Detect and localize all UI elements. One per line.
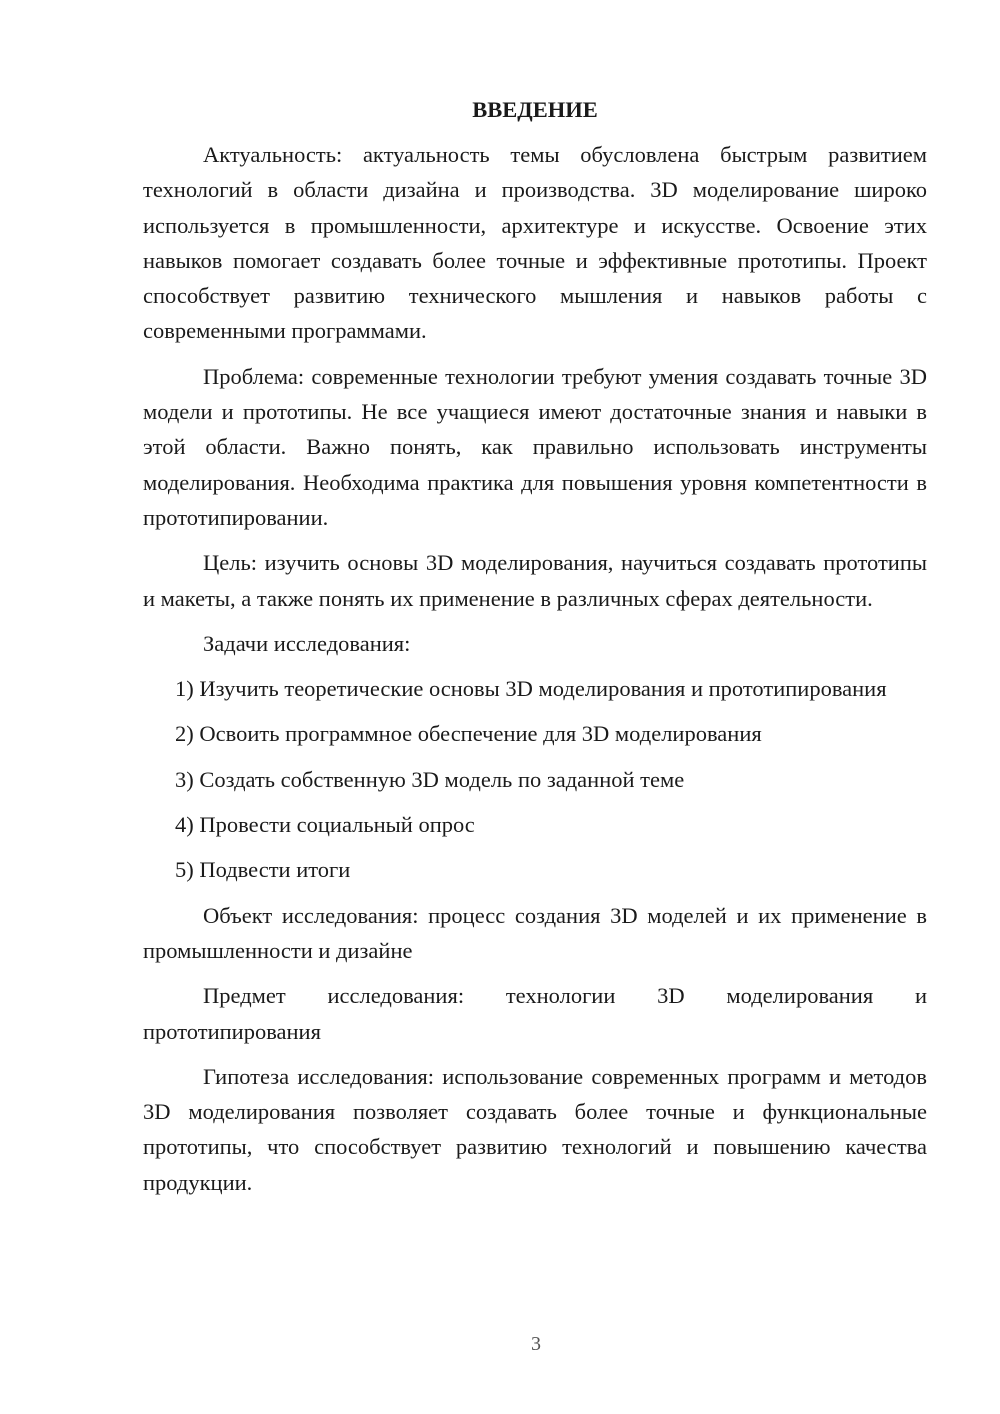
task-item-3: 3) Создать собственную 3D модель по заданной теме [175, 766, 685, 792]
problem-paragraph: Проблема: современные технологии требуют умения создавать точные 3D модели и прототипы. Не все учащиеся имеют достаточные знания и навыки в этой области. Важно понять, как правильно использовать инструменты моделирования. Необходима практика для повышения уровня компетентности в прототипировании. [143, 363, 927, 530]
relevance-paragraph: Актуальность: актуальность темы обусловлена быстрым развитием технологий в области дизайна и производства. 3D моделирование широко используется в промышленности, архитектуре и искусстве. Освоение этих навыков помогает создавать более точные и эффективные прототипы. Проект способствует развитию технического мышления и навыков работы с современными программами. [143, 142, 927, 344]
object-paragraph: Объект исследования: процесс создания 3D моделей и их применение в промышленности и дизайне [143, 902, 927, 963]
goal-paragraph: Цель: изучить основы 3D моделирования, научиться создавать прототипы и макеты, а также понять их применение в различных сферах деятельности. [143, 550, 927, 611]
hypothesis-paragraph: Гипотеза исследования: использование современных программ и методов 3D моделирования позволяет создавать более точные и функциональные прототипы, что способствует развитию технологий и повышению качества продукции. [143, 1063, 927, 1195]
page-content [143, 92, 927, 1210]
subject-paragraph: Предмет исследования: технологии 3D моделирования и прототипирования [143, 983, 927, 1044]
tasks-heading: Задачи исследования: [203, 630, 411, 656]
page-title: ВВЕДЕНИЕ [472, 97, 598, 122]
page-number: 3 [531, 1333, 541, 1355]
task-item-1: 1) Изучить теоретические основы 3D моделирования и прототипирования [175, 676, 887, 702]
task-item-5: 5) Подвести итоги [175, 857, 351, 883]
task-item-4: 4) Провести социальный опрос [175, 812, 475, 838]
task-item-2: 2) Освоить программное обеспечение для 3D моделирования [175, 721, 762, 747]
